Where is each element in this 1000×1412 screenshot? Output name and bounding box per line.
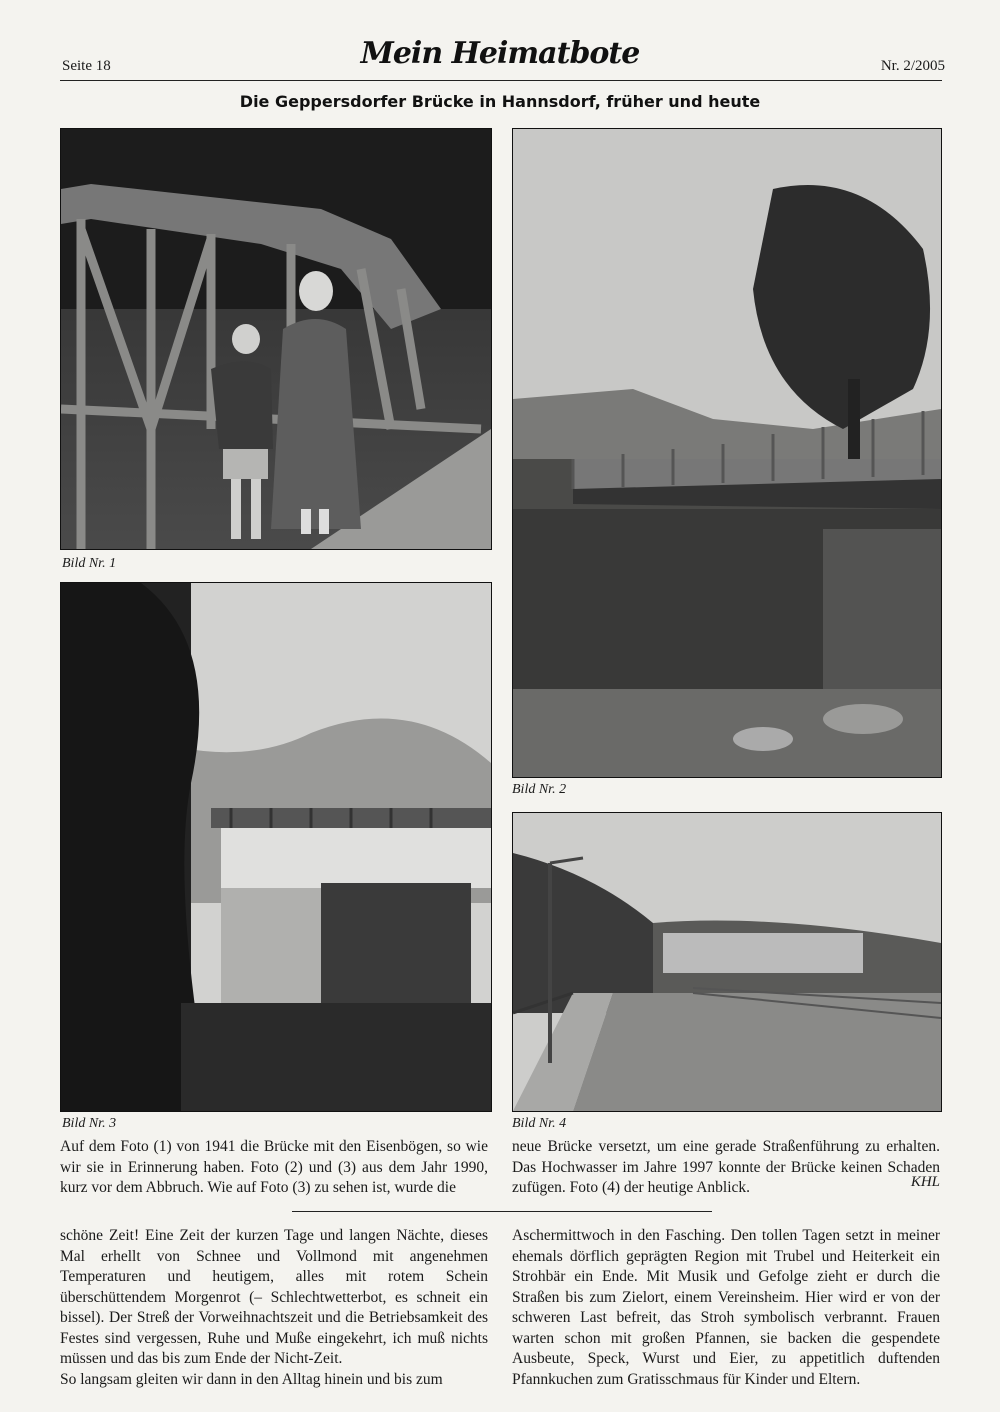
- section-rule: [292, 1211, 712, 1212]
- lower-text-left-para1: schöne Zeit! Eine Zeit der kurzen Tage und langen Nächte, dieses Mal erhellt von Schnee und Vollmond mit angenehmen Temperaturen und heutigem, alles mit rotem Schein überschüttendem Morgenrot (– Schlechtwetterbot, es schneit ein bissel). Der Streß der Vorweihnachtszeit und die Betriebsamkeit des Festes sind vergessen, Ruhe und Muße eingekehrt, ich muß nichts müssen und das bis zum Ende der Nicht-Zeit.: [60, 1227, 488, 1367]
- photo-3: [60, 582, 492, 1112]
- lower-text-left-para2: So langsam gleiten wir dann in den Alltag hinein und bis zum: [60, 1370, 443, 1388]
- article-text-left: Auf dem Foto (1) von 1941 die Brücke mit den Eisenbögen, so wie wir sie in Erinnerung haben. Foto (2) und (3) aus dem Jahr 1990, kurz vor dem Abbruch. Wie auf Foto (3) zu sehen ist, wurde die: [60, 1138, 488, 1196]
- photo-1: [60, 128, 492, 550]
- caption-3: Bild Nr. 3: [62, 1116, 117, 1131]
- caption-4: Bild Nr. 4: [512, 1116, 567, 1131]
- photo-4: [512, 812, 942, 1112]
- article-text-right: neue Brücke versetzt, um eine gerade Straßenführung zu erhalten. Das Hochwasser im Jahre 1997 konnte der Brücke keinen Schaden zufügen. Foto (4) der heutige Anblick.: [512, 1138, 940, 1196]
- header-rule: [60, 80, 942, 81]
- caption-1: Bild Nr. 1: [62, 556, 117, 571]
- lower-text-right: Aschermittwoch in den Fasching. Den tollen Tagen setzt in meiner ehemals dörflich geprägten Region mit Trubel und Heiterkeit ein Strohbär ein Ende. Mit Musik und Gefolge zieht er durch die Straßen bis zum Zielort, einem Vereinsheim. Hier wird er von der schweren Last befreit, das Stroh symbolisch verbrannt. Frauen warten schon mit großen Pfannen, sie backen die gespendete Ausbeute, Speck, Wurst und Eier, zu appetitlich duftenden Pfannkuchen zum Gratisschmaus für Kinder und Eltern.: [512, 1227, 940, 1388]
- author-signature: KHL: [910, 1174, 940, 1190]
- lower-text-left: [60, 1226, 488, 1390]
- issue-number: Nr. 2/2005: [880, 58, 945, 74]
- caption-2: Bild Nr. 2: [512, 782, 567, 797]
- masthead-logo: Mein Heimatbote: [360, 36, 640, 71]
- article-title: Die Geppersdorfer Brücke in Hannsdorf, früher und heute: [239, 92, 761, 111]
- page-number: Seite 18: [62, 58, 111, 74]
- photo-2: [512, 128, 942, 778]
